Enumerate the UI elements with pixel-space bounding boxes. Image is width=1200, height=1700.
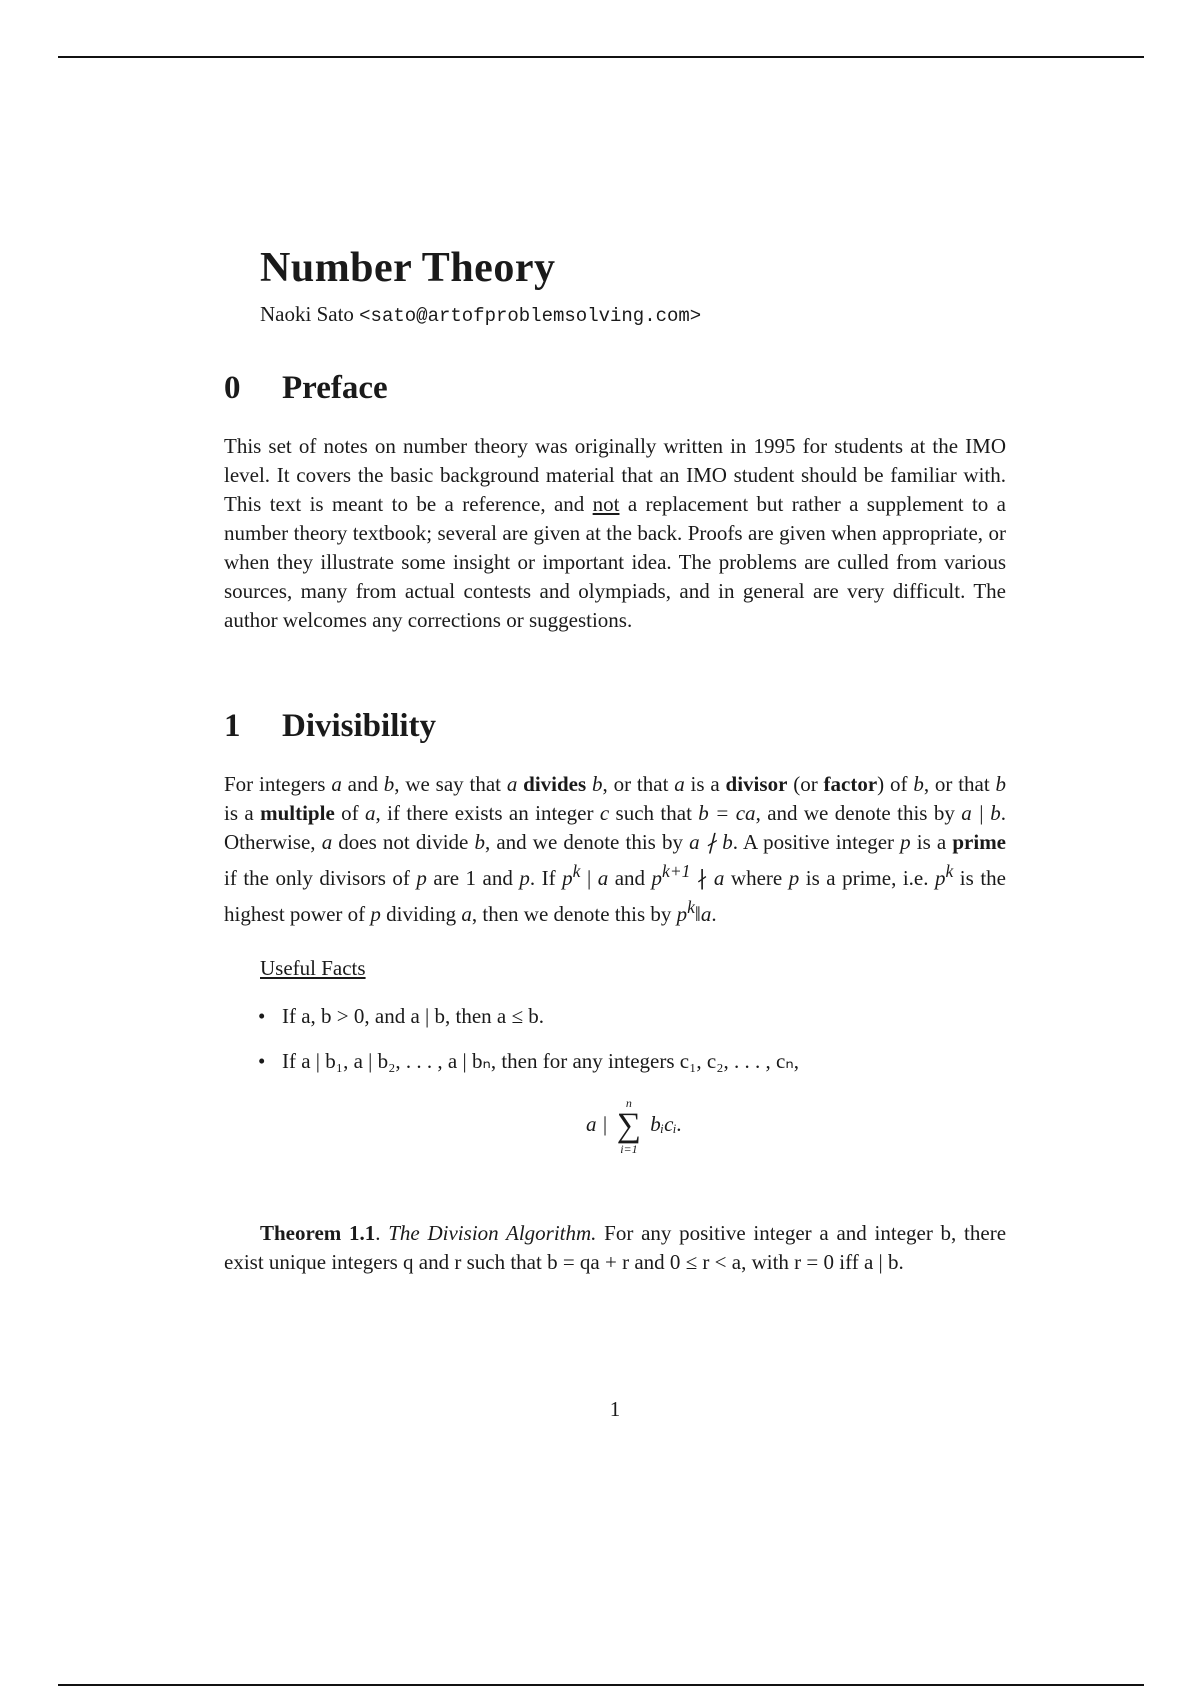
preface-text-end: a replacement but rather a supplement to a number theory textbook; several are given at the back. Proofs are given when appropriate, or when they illustrate some insight or important idea. The problems are culled from various sources, many from actual contests and olympiads, and in general are very difficult. The author welcomes any corrections or suggestions. xyxy=(224,492,1006,632)
section-heading-divisibility xyxy=(224,708,436,745)
bottom-rule xyxy=(58,1684,1144,1686)
list-item xyxy=(258,1049,799,1074)
divisibility-paragraph: For integers a and b, we say that a divides b, or that a is a divisor (or factor) of b, or that b is a multiple of a, if there exists an integer c such that b = ca, and we denote this by a | b. Otherwise, a does not divide b, and we denote this by a ∤ b. A positive integer p is a prime if the only divisors of p are 1 and p. If $p^k$ | a and $p^{k+1}$ ∤ a where p is a prime, i.e. $p^k$ is the highest power of p dividing a, then we denote this by $p^k‖a$. xyxy=(224,772,1007,926)
useful-facts-list xyxy=(258,1004,799,1094)
theorem-paragraph: Theorem 1.1. The Division Algorithm. For any positive integer a and integer b, there exist unique integers q and r such that b = qa + r and 0 ≤ r < a, with r = 0 iff a | b. xyxy=(224,1221,1007,1274)
fact-text: If a | b₁, a | b₂, . . . , a | bₙ, then for any integers c₁, c₂, . . . , cₙ, xyxy=(282,1049,799,1073)
preface-emphasis: not xyxy=(592,492,620,516)
term-prime: prime xyxy=(952,830,1007,854)
bullet-icon: • xyxy=(258,1004,266,1028)
formula-lhs: a | xyxy=(586,1111,613,1136)
theorem-body: For any positive integer a and integer b, there exist unique integers q and r such that b = qa + r and 0 ≤ r < a, with r = 0 iff a | b. xyxy=(224,1221,1007,1274)
document-title: Number Theory xyxy=(260,245,556,291)
sum-formula xyxy=(586,1096,682,1156)
page-number: 1 xyxy=(609,1397,621,1421)
sum-upper-limit: n xyxy=(625,1096,632,1110)
summation xyxy=(617,1096,641,1156)
term-factor: factor xyxy=(823,772,878,796)
section-heading-preface xyxy=(224,370,388,407)
fact-text: If a, b > 0, and a | b, then a ≤ b. xyxy=(282,1004,544,1028)
title-block xyxy=(260,244,701,327)
theorem-label: Theorem 1.1 xyxy=(260,1221,376,1245)
theorem-name: The Division Algorithm. xyxy=(388,1221,597,1245)
list-item xyxy=(258,1004,799,1029)
section-title: Divisibility xyxy=(282,708,437,744)
preface-paragraph xyxy=(224,432,1006,635)
term-divisor: divisor xyxy=(725,772,788,796)
sigma-icon: ∑ xyxy=(616,1107,642,1144)
section-number: 1 xyxy=(224,708,241,744)
bullet-icon: • xyxy=(258,1049,266,1073)
formula-term: bᵢcᵢ. xyxy=(650,1111,682,1136)
sum-lower-limit: i=1 xyxy=(620,1142,638,1156)
section-title: Preface xyxy=(282,370,388,406)
author-name: Naoki Sato xyxy=(260,302,354,326)
preface-text-start: This set of notes on number theory was originally written in 1995 for students at the IMO level. It covers the basic background material that an IMO student should be familiar with. This text is meant to be a reference, and xyxy=(224,434,1006,516)
useful-facts-heading: Useful Facts xyxy=(260,956,366,980)
top-rule xyxy=(58,56,1144,58)
term-divides: divides xyxy=(523,772,587,796)
author-line xyxy=(260,302,701,327)
section-number: 0 xyxy=(224,370,241,406)
term-multiple: multiple xyxy=(260,801,335,825)
author-email: <sato@artofproblemsolving.com> xyxy=(359,305,702,327)
